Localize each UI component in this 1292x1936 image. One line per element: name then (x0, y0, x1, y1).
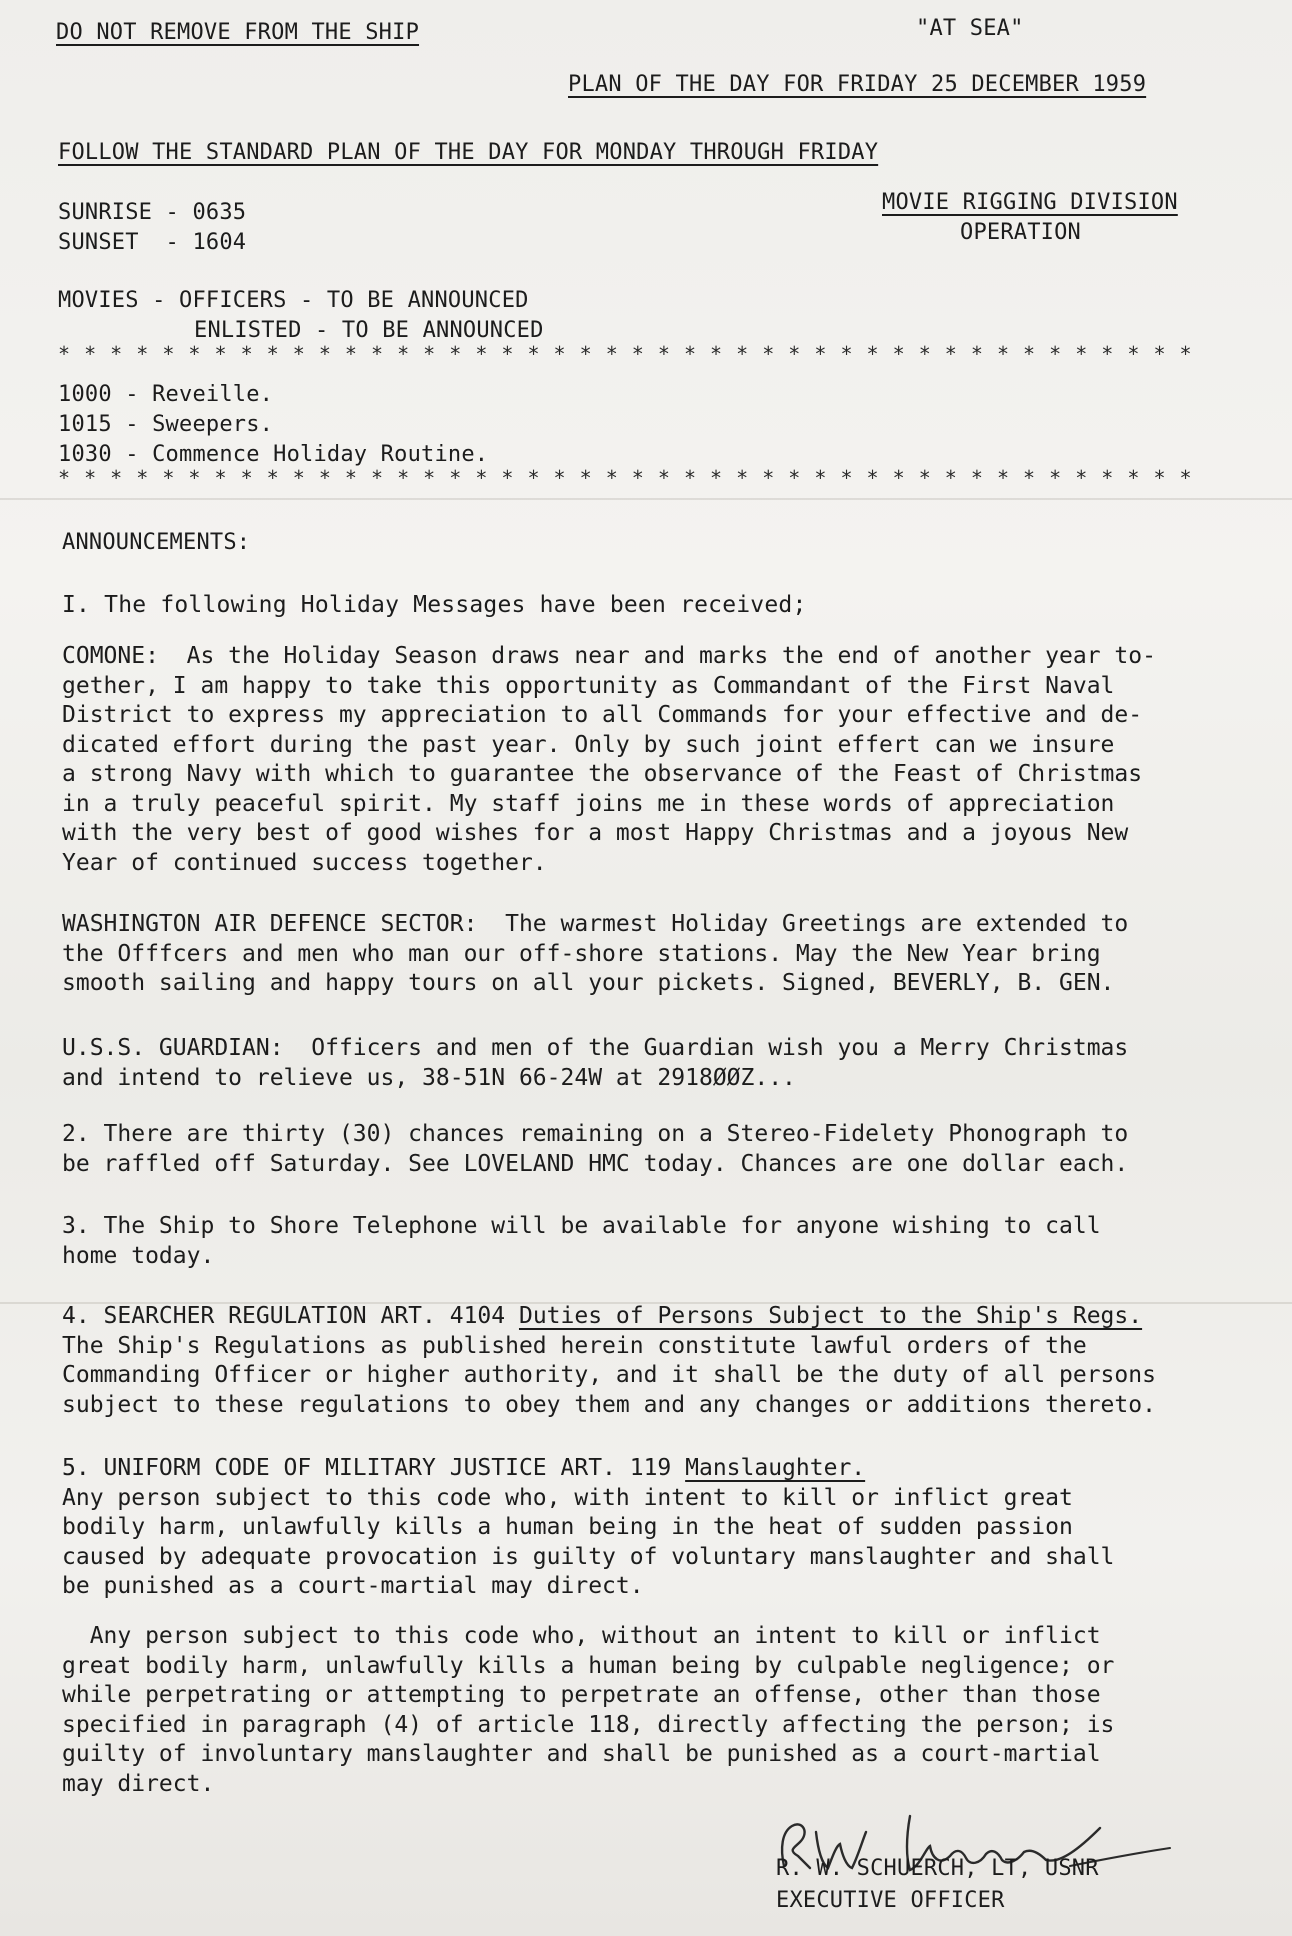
text-line: Any person subject to this code who, with intent to kill or inflict great (62, 1484, 1073, 1511)
sunset-time: SUNSET - 1604 (58, 230, 247, 255)
schedule-item: 1000 - Reveille. (58, 382, 274, 407)
text-line: be punished as a court-martial may direct. (62, 1573, 644, 1599)
text-line: dicated effort during the past year. Only by such joint effert can we insure (62, 731, 1115, 758)
text-line: a strong Navy with which to guarantee the observance of the Feast of Christmas (62, 761, 1143, 787)
announcement-item-1: I. The following Holiday Messages have been received; (62, 592, 807, 618)
announcement-item-2 (62, 1120, 1252, 1179)
standard-plan-line: FOLLOW THE STANDARD PLAN OF THE DAY FOR MONDAY THROUGH FRIDAY (58, 140, 879, 165)
text-line: may direct. (62, 1770, 215, 1797)
plan-title: PLAN OF THE DAY FOR FRIDAY 25 DECEMBER 1959 (568, 72, 1147, 97)
text-line: home today. (62, 1242, 215, 1269)
text-line: The Ship's Regulations as published herein constitute lawful orders of the (62, 1332, 1087, 1359)
text-line: U.S.S. GUARDIAN: Officers and men of the Guardian wish you a Merry Christmas (62, 1035, 1129, 1061)
text-line: guilty of involuntary manslaughter and shall be punished as a court-martial (62, 1741, 1101, 1767)
text-line: 2. There are thirty (30) chances remaining on a Stereo-Fidelety Phonograph to (62, 1121, 1129, 1147)
item-lead: 5. UNIFORM CODE OF MILITARY JUSTICE ART. 119 (62, 1455, 686, 1481)
schedule-item: 1030 - Commence Holiday Routine. (58, 442, 489, 467)
text-line: Any person subject to this code who, without an intent to kill or inflict (62, 1623, 1101, 1649)
sunrise-time: SUNRISE - 0635 (58, 200, 247, 225)
washington-message (62, 910, 1252, 999)
text-line: be raffled off Saturday. See LOVELAND HMC today. Chances are one dollar each. (62, 1150, 1129, 1177)
do-not-remove-notice: DO NOT REMOVE FROM THE SHIP (56, 20, 420, 45)
announcements-heading: ANNOUNCEMENTS: (62, 530, 251, 555)
text-line: with the very best of good wishes for a most Happy Christmas and a joyous New (62, 820, 1129, 846)
text-line: WASHINGTON AIR DEFENCE SECTOR: The warmest Holiday Greetings are extended to (62, 911, 1129, 937)
announcement-item-5 (62, 1454, 1252, 1602)
signer-title: EXECUTIVE OFFICER (776, 1888, 1005, 1913)
division-subtitle: OPERATION (960, 220, 1082, 245)
text-line: great bodily harm, unlawfully kills a human being by culpable negligence; or (62, 1652, 1115, 1679)
text-line: caused by adequate provocation is guilty of voluntary manslaughter and shall (62, 1543, 1115, 1570)
item-heading (62, 1454, 1252, 1484)
text-line: smooth sailing and happy tours on all your pickets. Signed, BEVERLY, B. GEN. (62, 970, 1115, 996)
text-line: the Offfcers and men who man our off-shore stations. May the New Year bring (62, 940, 1101, 967)
movies-officers: MOVIES - OFFICERS - TO BE ANNOUNCED (58, 288, 529, 313)
text-line: bodily harm, unlawfully kills a human being in the heat of sudden passion (62, 1514, 1073, 1540)
text-line: gether, I am happy to take this opportunity as Commandant of the First Naval (62, 672, 1115, 699)
announcement-item-4 (62, 1302, 1252, 1420)
text-line: while perpetrating or attempting to perpetrate an offense, other than those (62, 1682, 1101, 1708)
item-title: Manslaughter. (685, 1455, 866, 1481)
schedule-item: 1015 - Sweepers. (58, 412, 274, 437)
separator-stars: * * * * * * * * * * * * * * * * * * * * * * * * * * * * * * * * * * * * * * * * * * * * (58, 466, 1193, 490)
text-line: District to express my appreciation to all Commands for your effective and de- (62, 702, 1143, 728)
text-line: subject to these regulations to obey them and any changes or additions thereto. (62, 1391, 1156, 1418)
text-line: Year of continued success together. (62, 849, 547, 876)
at-sea-label: "AT SEA" (916, 16, 1024, 41)
signer-name: R. W. SCHUERCH, LT, USNR (776, 1856, 1099, 1881)
item-heading (62, 1302, 1252, 1332)
text-line: in a truly peaceful spirit. My staff joins me in these words of appreciation (62, 790, 1115, 817)
text-line: COMONE: As the Holiday Season draws near and marks the end of another year to- (62, 643, 1156, 669)
division-title: MOVIE RIGGING DIVISION (882, 190, 1178, 215)
announcement-item-3 (62, 1212, 1252, 1271)
paper-fold (0, 498, 1292, 500)
text-line: 3. The Ship to Shore Telephone will be available for anyone wishing to call (62, 1213, 1101, 1239)
text-line: specified in paragraph (4) of article 118, directly affecting the person; is (62, 1711, 1115, 1738)
announcement-item-5-para-2 (62, 1622, 1252, 1799)
guardian-message (62, 1034, 1252, 1093)
separator-stars: * * * * * * * * * * * * * * * * * * * * * * * * * * * * * * * * * * * * * * * * * * * * (58, 342, 1193, 366)
item-lead: 4. SEARCHER REGULATION ART. 4104 (62, 1303, 519, 1329)
item-title: Duties of Persons Subject to the Ship's Regs. (518, 1303, 1143, 1329)
text-line: Commanding Officer or higher authority, and it shall be the duty of all persons (62, 1362, 1156, 1388)
movies-enlisted: ENLISTED - TO BE ANNOUNCED (194, 318, 544, 343)
text-line: and intend to relieve us, 38-51N 66-24W at 2918ØØZ... (62, 1064, 796, 1091)
comone-message (62, 642, 1252, 878)
